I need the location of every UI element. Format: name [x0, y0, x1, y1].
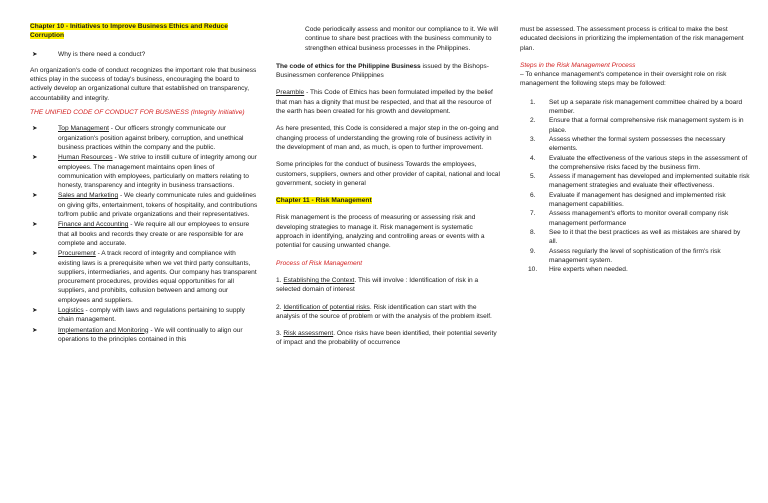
- step-number: 5.: [530, 173, 536, 181]
- unified-code-list: [30, 124, 258, 344]
- list-item: [520, 172, 750, 191]
- step-term: Risk assessment: [283, 330, 334, 338]
- list-item: [520, 191, 750, 210]
- risk-definition: Risk management is the process of measuring or assessing risk and developing strategies to manage it. Risk management is systematic approach in identifying, analyzing and controlling areas or events with a potential for causing unwanted change.: [276, 214, 485, 250]
- code-ethics-title: The code of ethics for the Philippine Business: [276, 62, 421, 70]
- step-text: Assess whether the formal system possesses the necessary elements.: [549, 135, 726, 153]
- process-heading: Process of Risk Management: [276, 259, 363, 267]
- arrow-bullet-icon: ➤: [32, 125, 38, 133]
- preamble-paragraph: [276, 88, 500, 116]
- list-item: [30, 306, 258, 325]
- list-item: [30, 153, 258, 190]
- step-text: Ensure that a formal comprehensive risk management system is in place.: [549, 117, 744, 134]
- continuation-paragraph: Code periodically assess and monitor our compliance to it. We will continue to share best practices with the business community to strengthen ethical business processes in the Philippines.: [305, 26, 499, 52]
- continuation-paragraph: must be assessed. The assessment process is critical to make the best educated decisions in prioritizing the implementation of the risk management plan.: [520, 26, 744, 52]
- arrow-bullet-icon: ➤: [32, 192, 38, 200]
- list-item: [30, 220, 258, 248]
- item-term: Human Resources: [58, 154, 113, 162]
- steps-list: [520, 98, 750, 275]
- step-number: 10.: [528, 266, 538, 274]
- item-text: - A track record of integrity and compliance with existing laws is a prerequisite when we vet third party consultants, suppliers, intermediaries, and agents. Our company has transparent procurement procedures, provides equal opportunities for all suppliers, and prohibits, collusion between and among our employees and suppliers.: [58, 250, 257, 304]
- step-term: Establishing the Context: [283, 276, 355, 284]
- list-item: [520, 116, 750, 135]
- step-text: Set up a separate risk management committee chaired by a board member.: [549, 98, 743, 116]
- step-text: Evaluate the effectiveness of the various steps in the assessment of the comprehensive risks faced by the business firm.: [549, 154, 748, 171]
- step-number: 9.: [530, 247, 536, 255]
- step-term: Identification of potential risks: [283, 303, 370, 311]
- arrow-bullet-icon: ➤: [32, 307, 38, 315]
- arrow-bullet-icon: ➤: [32, 250, 38, 258]
- intro-paragraph: An organization's code of conduct recognizes the important role that business ethics play in the success of today's business, encouraging the board to actively develop an organizational culture that established on transparency, accountability and integrity.: [30, 66, 257, 102]
- unified-code-heading: THE UNIFIED CODE OF CONDUCT FOR BUSINESS (Integrity Initiative): [30, 109, 245, 117]
- list-item: [520, 209, 750, 228]
- question-text: Why is there need a conduct?: [58, 50, 146, 58]
- steps-intro: – To enhance management's competence in their oversight role on risk management the following steps may be followed:: [520, 71, 727, 88]
- step-number: 7.: [530, 210, 536, 218]
- step-text: Assess if management has developed and implemented suitable risk management strategies and evaluate their effectiveness.: [549, 173, 750, 190]
- list-item: [520, 98, 750, 117]
- list-item: [520, 135, 750, 154]
- list-item: [520, 154, 750, 173]
- step-number: 4.: [530, 154, 536, 162]
- list-item: [30, 191, 258, 219]
- step-text: Hire experts when needed.: [549, 266, 628, 274]
- chapter-11-title: Chapter 11 - Risk Management: [276, 197, 372, 205]
- item-term: Procurement: [58, 250, 96, 258]
- item-text: - We strive to instill culture of integrity among our employees. The management maintains open lines of communication with employees, particularly on matters relating to honesty, transparency and integrity in business transactions.: [58, 154, 257, 190]
- arrow-bullet-icon: ➤: [32, 326, 38, 334]
- step-text: . This will involve : Identification of risk in a selected domain of interest: [276, 276, 479, 294]
- item-term: Implementation and Monitoring: [58, 326, 149, 334]
- code-ethics-issuer: issued by the Bishops-Businessmen conference Philippines: [276, 62, 489, 80]
- step-number: 3.: [530, 135, 536, 143]
- step-text: See to it that the best practices as well as mistakes are shared by all.: [549, 228, 741, 246]
- step-text: . Risk identification can start with the analysis of the source of problem or with the analysis of the problem itself.: [276, 303, 492, 320]
- step-prefix: 1.: [276, 276, 284, 284]
- step-text: Evaluate if management has designed and implemented risk management capabilities.: [549, 191, 726, 209]
- process-step: [276, 303, 500, 322]
- list-item: [30, 249, 258, 305]
- question-item: [30, 50, 258, 59]
- chapter-10-title: Chapter 10 - Initiatives to Improve Business Ethics and Reduce Corruption: [30, 23, 228, 40]
- item-text: - We require all our employees to ensure that all books and records they create or are responsible for are complete and accurate.: [58, 221, 250, 247]
- column-middle: [276, 25, 500, 354]
- question-list: [30, 50, 258, 59]
- item-text: - Our officers strongly communicate our organization's position against bribery, corruption, and unethical business practices within the company and the public.: [58, 125, 244, 151]
- steps-heading: Steps in the Risk Management Process: [520, 61, 636, 69]
- step-prefix: 3.: [276, 330, 284, 338]
- step-prefix: 2.: [276, 303, 284, 311]
- step-text: . Once risks have been identified, their potential severity of impact and the probability of occurrence: [276, 330, 497, 347]
- step-number: 6.: [530, 191, 536, 199]
- item-term: Top Management: [58, 125, 109, 133]
- paragraph: As here presented, this Code is considered a major step in the on-going and changing process of understanding the growing role of business activity in the development of man and, as much, is open to further improvement.: [276, 125, 499, 151]
- item-text: - comply with laws and regulations pertaining to supply chain management.: [58, 307, 245, 324]
- list-item: [30, 124, 258, 152]
- arrow-bullet-icon: ➤: [32, 50, 38, 58]
- list-item: [30, 326, 258, 345]
- item-term: Sales and Marketing: [58, 192, 119, 200]
- code-ethics-paragraph: [276, 62, 500, 81]
- item-term: Logistics: [58, 307, 84, 315]
- step-number: 1.: [530, 98, 536, 106]
- list-item: [520, 228, 750, 247]
- step-text: Assess management's efforts to monitor overall company risk management performance: [549, 210, 729, 227]
- step-text: Assess regularly the level of sophistication of the firm's risk management system.: [549, 247, 721, 264]
- item-text: - We clearly communicate rules and guidelines on giving gifts, entertainment, tokens of hospitality, and contributions to/from public and private organizations and their representatives.: [58, 192, 258, 219]
- process-step: [276, 276, 500, 295]
- list-item: [520, 265, 750, 274]
- list-item: [520, 247, 750, 266]
- step-number: 8.: [530, 228, 536, 236]
- preamble-term: Preamble: [276, 89, 305, 97]
- arrow-bullet-icon: ➤: [32, 221, 38, 229]
- column-left: [30, 22, 258, 345]
- process-step: [276, 329, 500, 348]
- paragraph: Some principles for the conduct of business Towards the employees, customers, suppliers, owners and other provider of capital, national and local government, society in general: [276, 161, 500, 187]
- arrow-bullet-icon: ➤: [32, 154, 38, 162]
- preamble-text: - This Code of Ethics has been formulated impelled by the belief that man has a dignity that must be respected, and that all the resource of the earth has been created for his growth and development.: [276, 89, 493, 116]
- item-text: - We will continually to align our operations to the principles contained in this: [58, 326, 243, 343]
- item-term: Finance and Accounting: [58, 221, 129, 229]
- step-number: 2.: [530, 117, 536, 125]
- column-right: [520, 25, 750, 274]
